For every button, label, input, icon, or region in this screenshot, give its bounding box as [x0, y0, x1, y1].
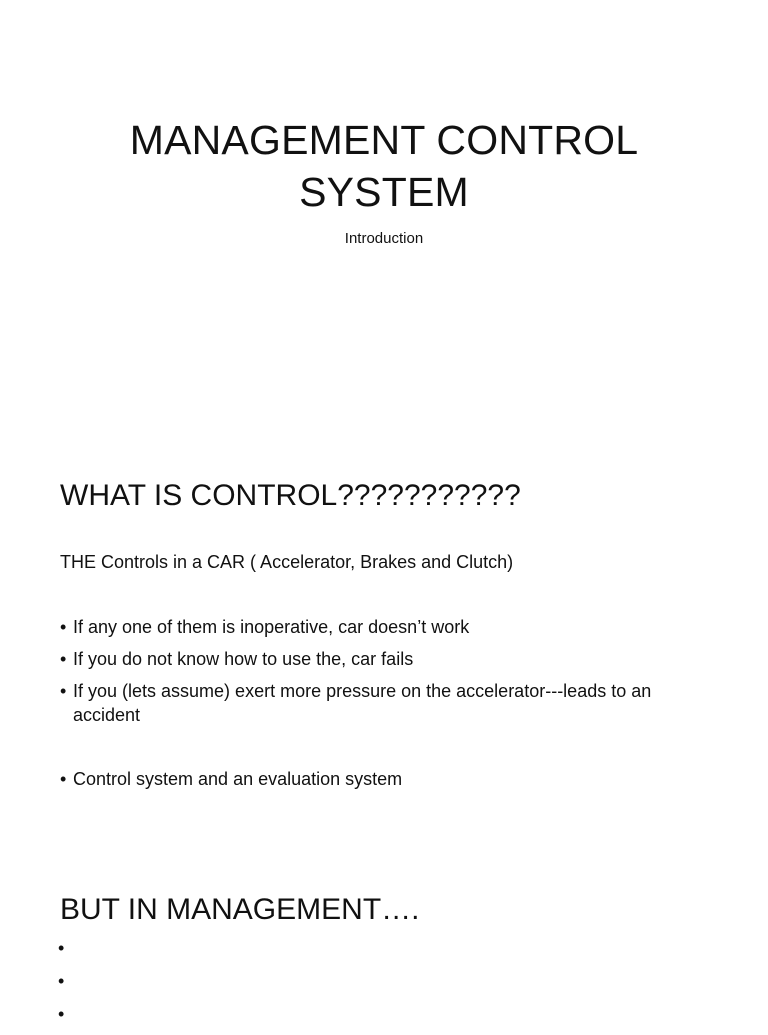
empty-bullet: •	[58, 1004, 65, 1024]
bullet-marker: •	[60, 681, 67, 701]
slide-title-line-1: MANAGEMENT CONTROL	[129, 117, 639, 163]
slide-title	[0, 114, 768, 218]
list-item	[60, 767, 720, 791]
slide-heading: WHAT IS CONTROL???????????	[60, 479, 521, 512]
management-slide	[0, 850, 768, 1024]
bullet-marker: •	[60, 617, 67, 637]
bullet-list-extra	[60, 767, 720, 799]
bullet-text: If you do not know how to use the, car fails	[73, 649, 414, 669]
list-item	[60, 679, 720, 727]
title-slide	[0, 0, 768, 430]
slide-heading: BUT IN MANAGEMENT….	[60, 893, 420, 926]
bullet-text: Control system and an evaluation system	[73, 769, 403, 789]
slide-subtitle: Introduction	[344, 230, 424, 247]
bullet-marker: •	[60, 649, 67, 669]
bullet-marker: •	[60, 769, 67, 789]
list-item	[60, 647, 720, 671]
slide-title-line-2: SYSTEM	[299, 169, 469, 215]
list-item	[60, 615, 720, 639]
control-slide	[0, 430, 768, 850]
empty-bullet-list	[58, 936, 64, 1035]
bullet-text: If any one of them is inoperative, car doesn’t work	[73, 617, 470, 637]
intro-line: THE Controls in a CAR ( Accelerator, Brakes and Clutch)	[60, 552, 514, 572]
empty-bullet: •	[58, 938, 65, 958]
bullet-list	[60, 615, 720, 735]
bullet-text: If you (lets assume) exert more pressure on the accelerator---leads to an accident	[73, 681, 652, 725]
empty-bullet: •	[58, 971, 65, 991]
